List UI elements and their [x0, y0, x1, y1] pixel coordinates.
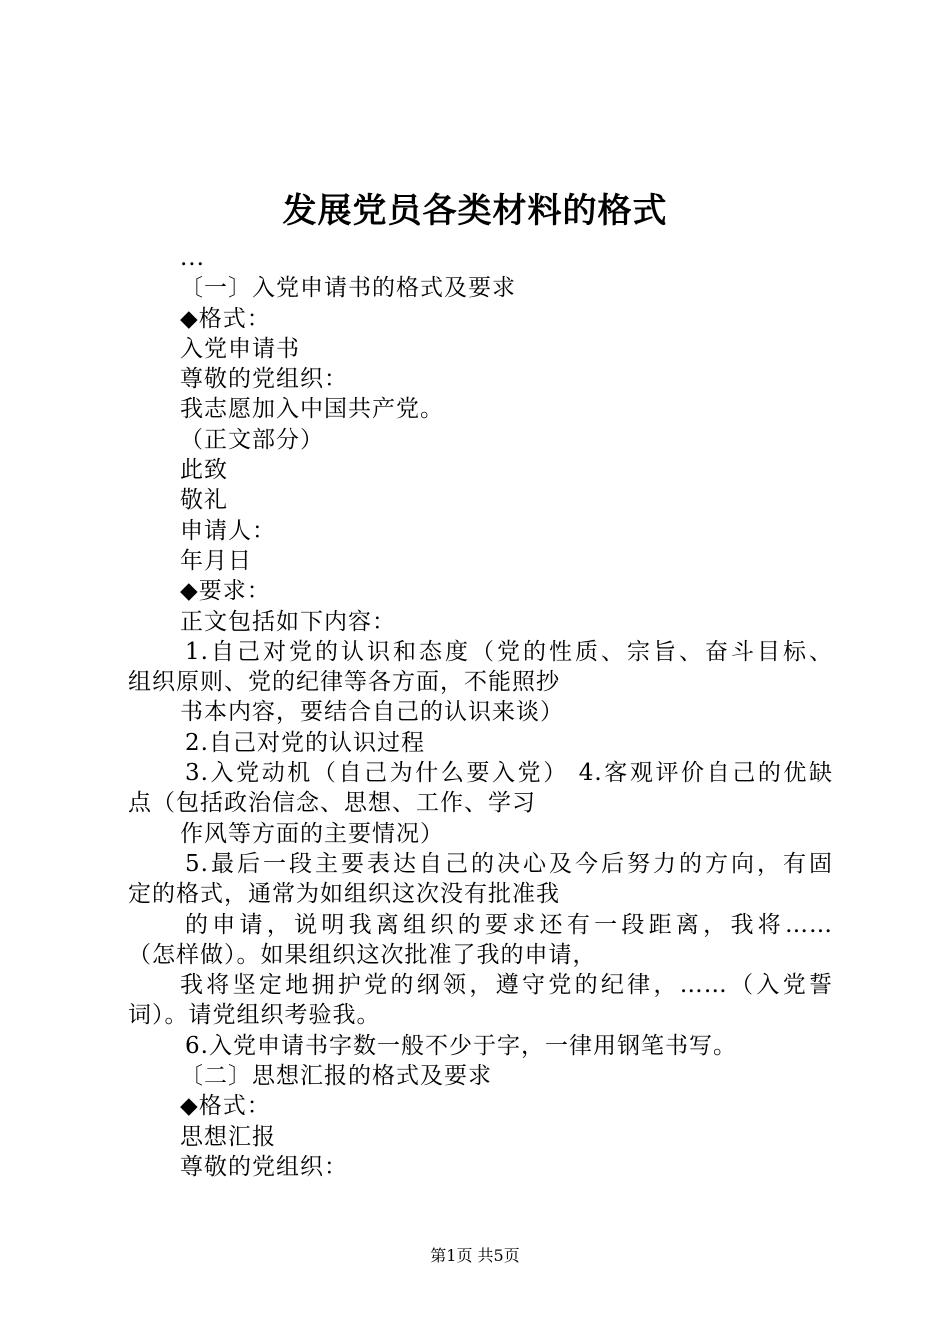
body-line: 作风等方面的主要情况） — [180, 820, 444, 847]
body-line: 正文包括如下内容： — [180, 608, 396, 635]
body-line: 组织原则、党的纪律等各方面，不能照抄 — [128, 669, 560, 696]
body-line: 定的格式，通常为如组织这次没有批准我 — [128, 881, 560, 908]
body-line: ... — [180, 245, 205, 271]
body-line: 〔一〕入党申请书的格式及要求 — [180, 275, 516, 302]
body-line: 尊敬的党组织： — [180, 1153, 348, 1180]
body-line: ◆格式： — [180, 305, 271, 332]
body-line: （正文部分） — [180, 426, 324, 453]
body-line: 词）。请党组织考验我。 — [128, 1002, 381, 1029]
body-line: 3.入党动机（自己为什么要入党） 4.客观评价自己的优缺 — [185, 760, 833, 787]
body-line: 2.自己对党的认识过程 — [185, 729, 425, 756]
body-line: ◆要求： — [180, 578, 271, 605]
body-line: ◆格式： — [180, 1093, 271, 1120]
body-line: 思想汇报 — [180, 1123, 276, 1150]
body-line: 6.入党申请书字数一般不少于字，一律用钢笔书写。 — [185, 1032, 737, 1059]
body-line: 5.最后一段主要表达自己的决心及今后努力的方向，有固 — [185, 850, 833, 877]
body-line: 敬礼 — [180, 487, 228, 514]
body-line: 点（包括政治信念、思想、工作、学习 — [128, 790, 536, 817]
body-line: 1.自己对党的认识和态度（党的性质、宗旨、奋斗目标、 — [185, 638, 833, 665]
body-line: 此致 — [180, 457, 228, 484]
body-line: 的申请，说明我离组织的要求还有一段距离，我将…… — [185, 911, 833, 938]
body-line: 我将坚定地拥护党的纲领，遵守党的纪律，……（入党誓 — [180, 972, 833, 999]
body-line: （怎样做）。如果组织这次批准了我的申请， — [128, 941, 597, 968]
body-line: 年月日 — [180, 547, 252, 574]
body-line: 尊敬的党组织： — [180, 366, 348, 393]
body-line: 〔二〕思想汇报的格式及要求 — [180, 1063, 492, 1090]
document-title: 发展党员各类材料的格式 — [282, 191, 668, 231]
page-footer: 第1页 共5页 — [430, 1246, 520, 1265]
body-line: 申请人： — [180, 517, 276, 544]
body-line: 书本内容，要结合自己的认识来谈） — [180, 699, 564, 726]
document-body — [128, 243, 833, 1182]
body-line: 入党申请书 — [180, 335, 300, 362]
body-line: 我志愿加入中国共产党。 — [180, 396, 444, 423]
